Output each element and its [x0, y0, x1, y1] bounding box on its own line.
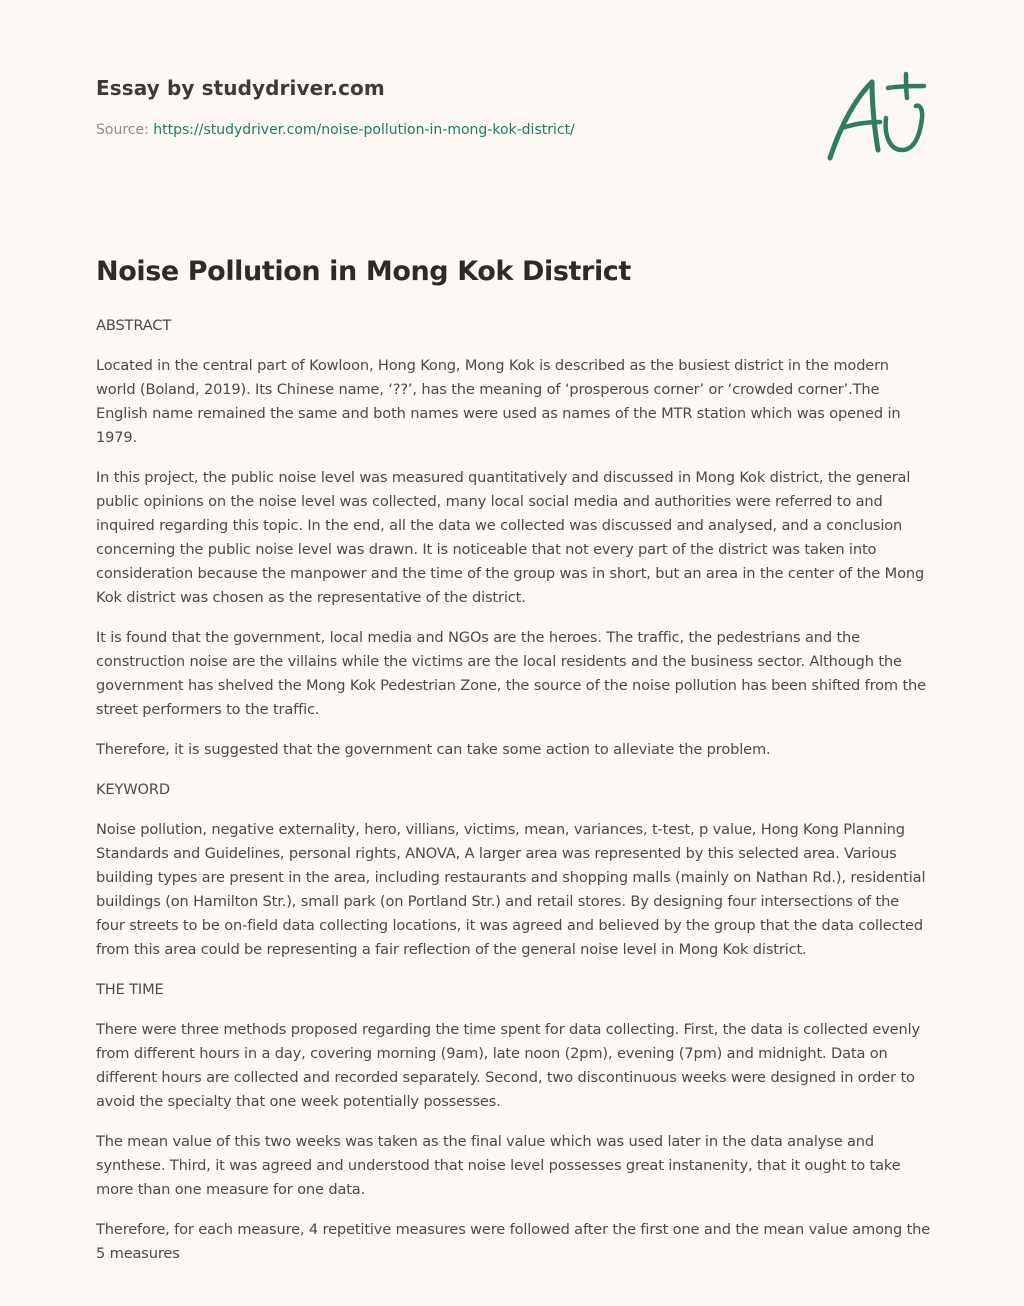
- paragraph: Noise pollution, negative externality, hero, villians, victims, mean, variances, t-test, p value, Hong Kong Planning Standards and Guidelines, personal rights, ANOVA, A larger area was represented by this selected area. Various building types are present in the area, including restaurants and shopping malls (mainly on Nathan Rd.), residential buildings (on Hamilton Str.), small park (on Portland Str.) and retail stores. By designing four intersections of the four streets to be on-field data collecting locations, it was agreed and believed by the group that the data collected from this area could be representing a fair reflection of the general noise level in Mong Kok district.: [96, 821, 926, 958]
- a-plus-grade-icon: [820, 66, 932, 166]
- page-title: Noise Pollution in Mong Kok District: [96, 256, 631, 287]
- paragraph: Therefore, for each measure, 4 repetitive measures were followed after the first one and the mean value among the 5 measures: [96, 1221, 931, 1262]
- paragraph: There were three methods proposed regarding the time spent for data collecting. First, the data is collected evenly from different hours in a day, covering morning (9am), late noon (2pm), evening (7pm) and midnight. Data on different hours are collected and recorded separately. Second, two discontinuous weeks were designed in order to avoid the specialty that one week potentially possesses.: [96, 1021, 920, 1110]
- section-heading-abstract: ABSTRACT: [96, 317, 172, 334]
- essay-body: [96, 314, 932, 1282]
- section-heading-keyword: KEYWORD: [96, 781, 170, 798]
- source-line: [96, 122, 796, 138]
- paragraph: The mean value of this two weeks was taken as the final value which was used later in the data analyse and synthese. Third, it was agreed and understood that noise level possesses great instanenity, that it ought to take more than one measure for one data.: [96, 1133, 901, 1198]
- brand-title: Essay by studydriver.com: [96, 76, 385, 100]
- paragraph: In this project, the public noise level was measured quantitatively and discussed in Mong Kok district, the general public opinions on the noise level was collected, many local social media and authorities were referred to and inquired regarding this topic. In the end, all the data we collected was discussed and analysed, and a conclusion concerning the public noise level was drawn. It is noticeable that not every part of the district was taken into consideration because the manpower and the time of the group was in short, but an area in the center of the Mong Kok district was chosen as the representative of the district.: [96, 469, 925, 606]
- paragraph: Therefore, it is suggested that the government can take some action to alleviate the problem.: [96, 741, 771, 758]
- source-link[interactable]: https://studydriver.com/noise-pollution-in-mong-kok-district/: [153, 122, 575, 138]
- paragraph: Located in the central part of Kowloon, Hong Kong, Mong Kok is described as the busiest district in the modern world (Boland, 2019). Its Chinese name, ‘??’, has the meaning of ‘prosperous corner’ or ‘crowded corner’.The English name remained the same and both names were used as names of the MTR station which was opened in 1979.: [96, 357, 901, 446]
- section-heading-the-time: THE TIME: [96, 981, 164, 998]
- essay-header: [96, 76, 796, 138]
- source-label: Source:: [96, 122, 149, 138]
- paragraph: It is found that the government, local media and NGOs are the heroes. The traffic, the pedestrians and the construction noise are the villains while the victims are the local residents and the business sector. Although the government has shelved the Mong Kok Pedestrian Zone, the source of the noise pollution has been shifted from the street performers to the traffic.: [96, 629, 926, 718]
